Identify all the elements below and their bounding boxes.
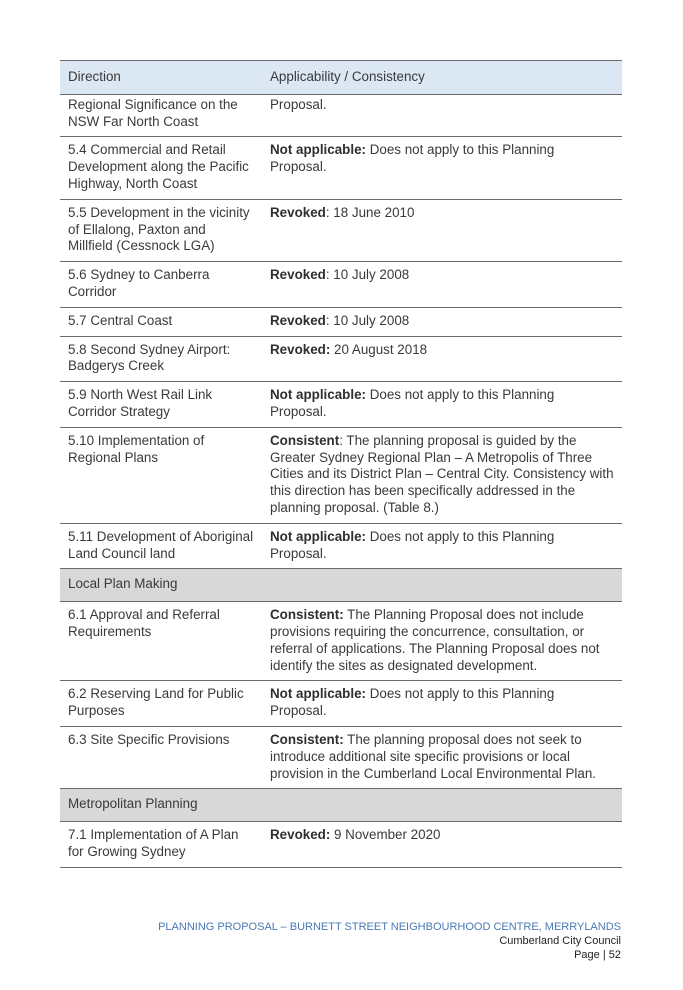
applicability-cell: [262, 382, 622, 428]
section-title: Local Plan Making: [60, 569, 262, 602]
table-row: [60, 427, 622, 523]
direction-cell: 6.2 Reserving Land for Public Purposes: [60, 681, 262, 727]
status-separator: :: [339, 432, 347, 448]
status-label: Revoked: [270, 312, 326, 328]
status-text: 18 June 2010: [333, 204, 415, 220]
table-row: [60, 382, 622, 428]
status-text: Proposal.: [270, 96, 327, 112]
direction-cell: 6.3 Site Specific Provisions: [60, 726, 262, 788]
status-label: Revoked: [270, 267, 326, 283]
footer-council-name: Cumberland City Council: [499, 935, 621, 947]
column-header-direction: Direction: [60, 61, 262, 95]
direction-cell: 5.11 Development of Aboriginal Land Council land: [60, 523, 262, 569]
status-separator: :: [325, 312, 334, 328]
table-row: [60, 307, 622, 336]
direction-cell: 5.10 Implementation of Regional Plans: [60, 427, 262, 523]
section-title: Metropolitan Planning: [60, 789, 262, 822]
status-text: 10 July 2008: [333, 267, 410, 283]
table-row: [60, 602, 622, 681]
status-label: Revoked:: [270, 341, 331, 357]
footer-page-number: Page | 52: [574, 949, 621, 961]
table-row: [60, 94, 622, 137]
status-label: Consistent: [270, 432, 340, 448]
status-text: The Planning Proposal does not include provisions requiring the concurrence, consultation, or referral of applications. The Planning Proposal does not identify the sites as designated development.: [270, 607, 600, 673]
direction-cell: 5.7 Central Coast: [60, 307, 262, 336]
direction-cell: 7.1 Implementation of A Plan for Growing Sydney: [60, 822, 262, 868]
status-text: The planning proposal is guided by the Greater Sydney Regional Plan – A Metropolis of Three Cities and its District Plan – Central City. Consistency with this direction has been specifically addressed in the planning proposal. (Table 8.): [270, 432, 614, 515]
section-empty-cell: [262, 789, 622, 822]
applicability-cell: [262, 137, 622, 199]
table-row: [60, 822, 622, 868]
applicability-cell: [262, 523, 622, 569]
footer-document-title: PLANNING PROPOSAL – BURNETT STREET NEIGHBOURHOOD CENTRE, MERRYLANDS: [158, 921, 621, 933]
applicability-cell: [262, 94, 622, 137]
table-row: [60, 137, 622, 199]
applicability-cell: [262, 681, 622, 727]
applicability-cell: [262, 199, 622, 261]
status-text: Does not apply to this Planning Proposal.: [270, 528, 555, 561]
planning-directions-table: [60, 60, 622, 868]
applicability-cell: [262, 602, 622, 681]
status-text: 20 August 2018: [334, 341, 428, 357]
status-label: Not applicable:: [270, 142, 366, 158]
applicability-cell: [262, 307, 622, 336]
status-text: 10 July 2008: [333, 312, 410, 328]
applicability-cell: [262, 726, 622, 788]
column-header-applicability: Applicability / Consistency: [262, 61, 622, 95]
applicability-cell: [262, 822, 622, 868]
status-label: Not applicable:: [270, 387, 366, 403]
table-row: [60, 726, 622, 788]
section-row: [60, 789, 622, 822]
direction-cell: 5.4 Commercial and Retail Development along the Pacific Highway, North Coast: [60, 137, 262, 199]
direction-cell: 5.6 Sydney to Canberra Corridor: [60, 262, 262, 308]
direction-cell: 5.5 Development in the vicinity of Ellalong, Paxton and Millfield (Cessnock LGA): [60, 199, 262, 261]
status-label: Revoked: [270, 204, 326, 220]
direction-cell: 5.8 Second Sydney Airport: Badgerys Creek: [60, 336, 262, 382]
status-label: Consistent:: [270, 607, 344, 623]
table-row: [60, 199, 622, 261]
status-text: Does not apply to this Planning Proposal.: [270, 686, 555, 719]
status-label: Revoked:: [270, 827, 331, 843]
applicability-cell: [262, 427, 622, 523]
status-label: Not applicable:: [270, 528, 366, 544]
status-text: Does not apply to this Planning Proposal.: [270, 387, 555, 419]
direction-cell: Regional Significance on the NSW Far North Coast: [60, 94, 262, 137]
status-label: Not applicable:: [270, 686, 366, 702]
applicability-cell: [262, 336, 622, 382]
applicability-cell: [262, 262, 622, 308]
table-body: [60, 94, 622, 867]
direction-cell: 6.1 Approval and Referral Requirements: [60, 602, 262, 681]
section-empty-cell: [262, 569, 622, 602]
status-label: Consistent:: [270, 731, 344, 747]
direction-cell: 5.9 North West Rail Link Corridor Strategy: [60, 382, 262, 428]
page-footer: [158, 920, 621, 962]
status-separator: :: [325, 267, 334, 283]
table-row: [60, 336, 622, 382]
section-row: [60, 569, 622, 602]
status-text: The planning proposal does not seek to introduce additional site specific provisions or local provision in the Cumberland Local Environmental Plan.: [270, 731, 597, 781]
table-row: [60, 523, 622, 569]
table-row: [60, 262, 622, 308]
table-header: [60, 61, 622, 95]
status-separator: :: [325, 204, 334, 220]
status-text: 9 November 2020: [334, 827, 441, 843]
status-text: Does not apply to this Planning Proposal.: [270, 142, 555, 175]
table-row: [60, 681, 622, 727]
